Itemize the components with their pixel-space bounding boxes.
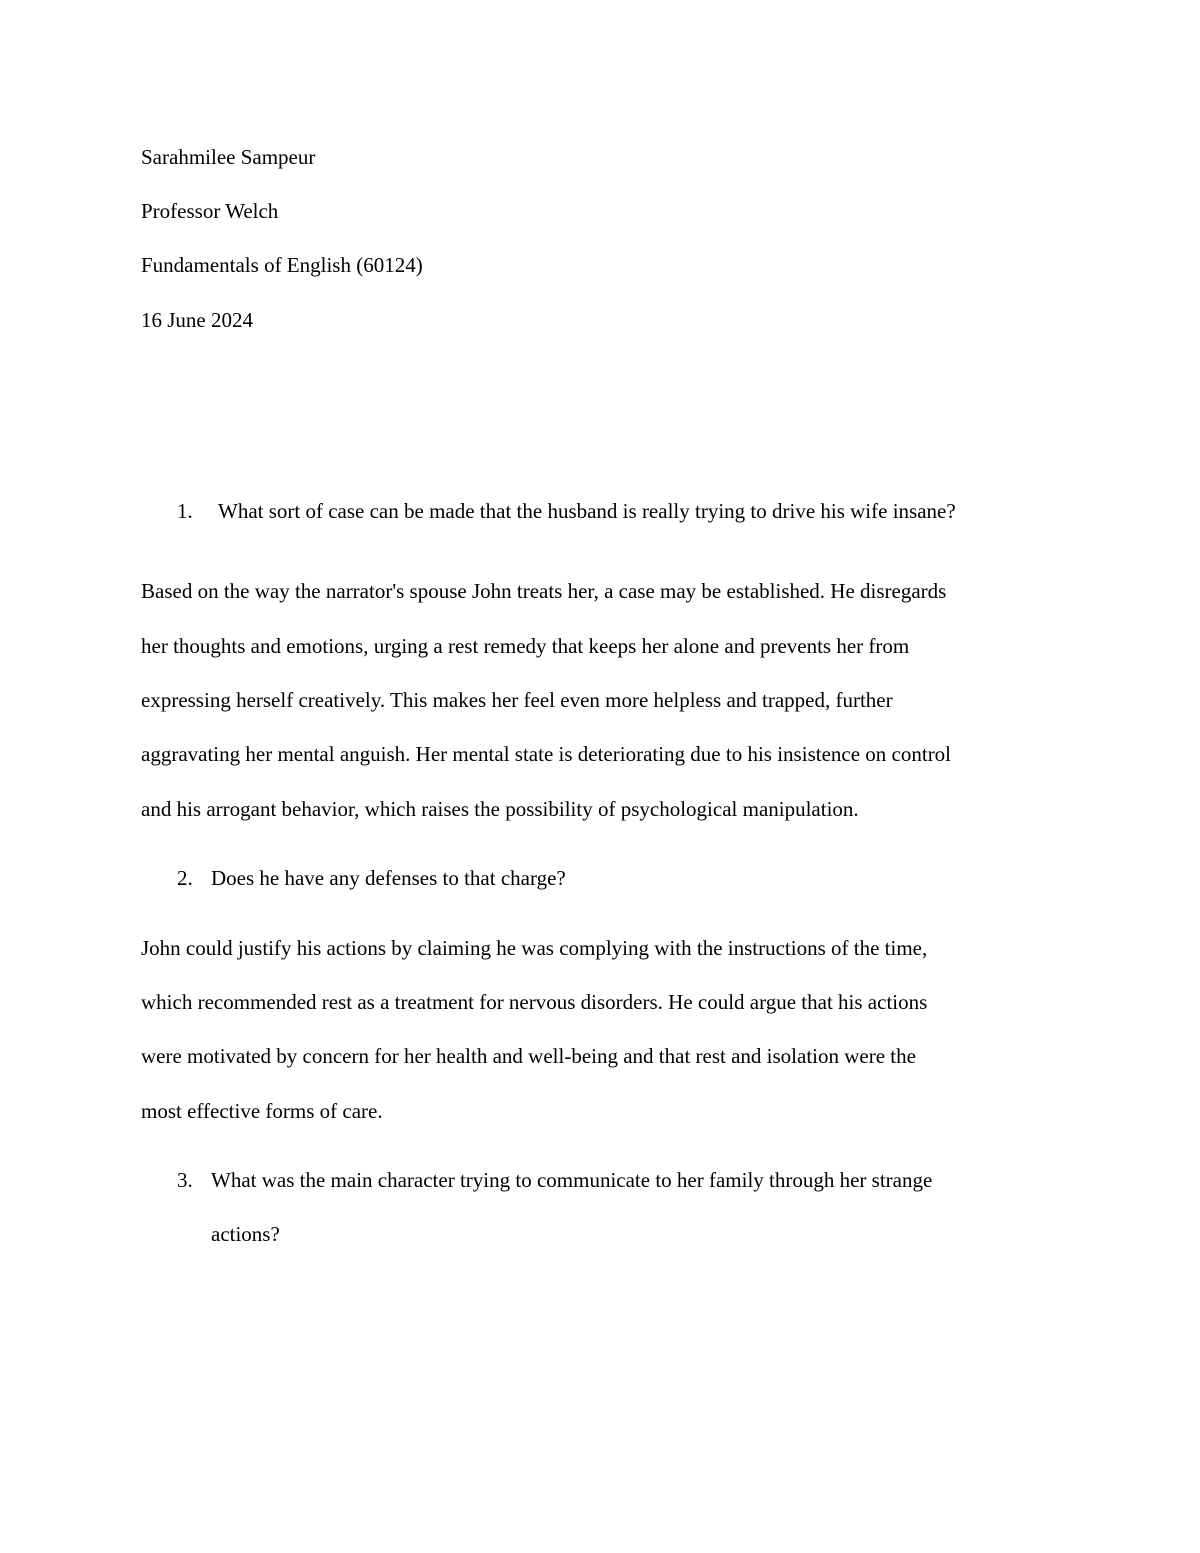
answer-2-line-4: most effective forms of care. bbox=[141, 1099, 383, 1123]
answer-1-line-4: aggravating her mental anguish. Her mental state is deteriorating due to his insistence on control bbox=[141, 742, 952, 766]
answer-1-line-3: expressing herself creatively. This makes her feel even more helpless and trapped, further bbox=[141, 688, 893, 712]
answer-1-line-2: her thoughts and emotions, urging a rest remedy that keeps her alone and prevents her from bbox=[141, 634, 910, 658]
question-3-text-line-2: actions? bbox=[211, 1222, 280, 1246]
question-2-number: 2. bbox=[177, 866, 193, 890]
question-2-text: Does he have any defenses to that charge? bbox=[211, 866, 566, 890]
question-3-number: 3. bbox=[177, 1168, 193, 1192]
question-1-number: 1. bbox=[177, 499, 193, 523]
document-date: 16 June 2024 bbox=[141, 308, 253, 332]
course-name: Fundamentals of English (60124) bbox=[141, 253, 423, 277]
answer-1-line-1: Based on the way the narrator's spouse John treats her, a case may be established. He disregards bbox=[141, 579, 947, 603]
answer-1-line-5: and his arrogant behavior, which raises the possibility of psychological manipulation. bbox=[141, 797, 859, 821]
question-1-text: What sort of case can be made that the husband is really trying to drive his wife insane? bbox=[218, 499, 956, 523]
instructor-name: Professor Welch bbox=[141, 199, 279, 223]
answer-2-line-3: were motivated by concern for her health and well-being and that rest and isolation were the bbox=[141, 1044, 916, 1068]
answer-2-line-1: John could justify his actions by claiming he was complying with the instructions of the time, bbox=[141, 936, 928, 960]
question-3-text-line-1: What was the main character trying to communicate to her family through her strange bbox=[211, 1168, 933, 1192]
answer-2-line-2: which recommended rest as a treatment for nervous disorders. He could argue that his actions bbox=[141, 990, 928, 1014]
author-name: Sarahmilee Sampeur bbox=[141, 145, 316, 169]
